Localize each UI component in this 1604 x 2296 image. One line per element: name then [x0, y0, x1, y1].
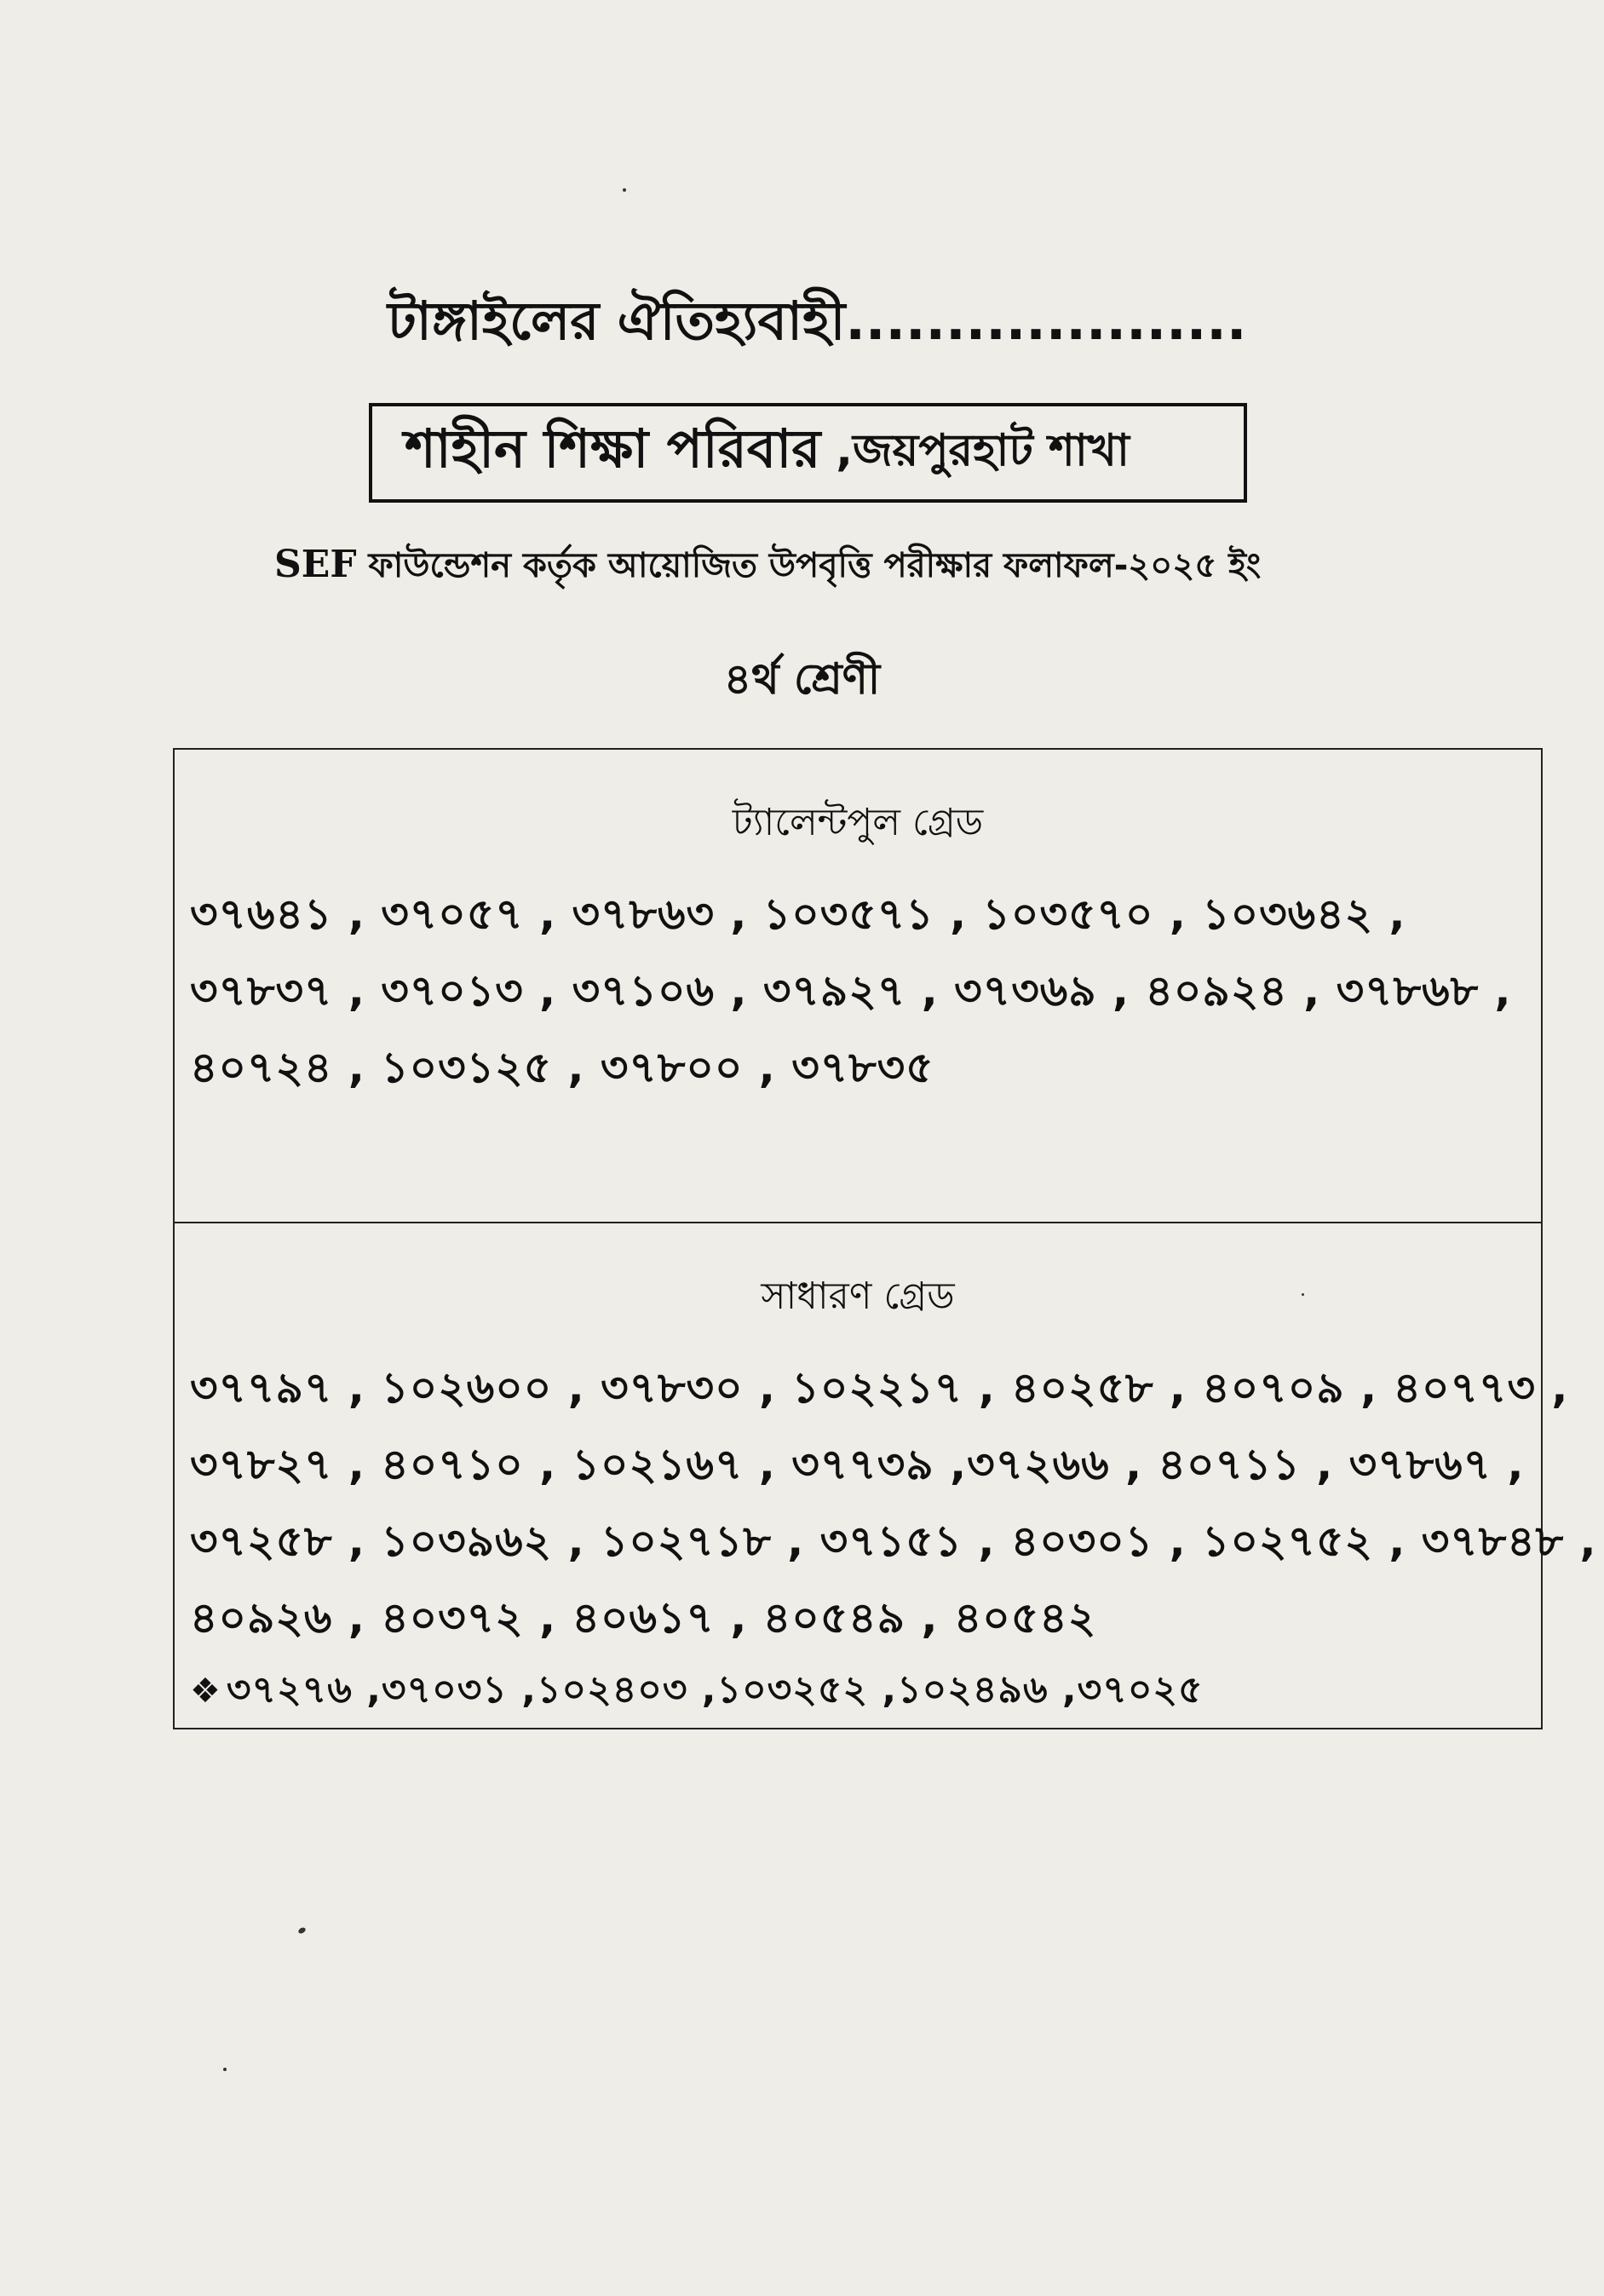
- roll-line: ৩৭২৫৮ , ১০৩৯৬২ , ১০২৭১৮ , ৩৭১৫১ , ৪০৩০১ , ১০২৭৫২ , ৩৭৮৪৮ ,: [190, 1516, 1597, 1566]
- scan-speck: [623, 188, 626, 192]
- diamond-bullet-icon: ❖: [190, 1672, 221, 1711]
- talent-pool-title: ট্যালেন্টপুল গ্রেড: [732, 801, 984, 844]
- general-grade-section: [175, 1223, 1597, 1728]
- talent-pool-section: [175, 750, 1541, 1223]
- scan-speck: [223, 2068, 227, 2071]
- talent-pool-roll-list: [190, 876, 1532, 1106]
- extra-roll-text: ৩৭২৭৬ ,৩৭০৩১ ,১০২৪০৩ ,১০৩২৫২ ,১০২৪৯৬ ,৩৭০২৫: [226, 1668, 1204, 1712]
- subtitle-sef: SEF: [274, 543, 357, 586]
- subtitle-text: ফাউন্ডেশন কর্তৃক আয়োজিত উপবৃত্তি পরীক্ষার ফলাফল-২০২৫ ইং: [368, 546, 1262, 585]
- roll-line: ৩৭৮২৭ , ৪০৭১০ , ১০২১৬৭ , ৩৭৭৩৯ ,৩৭২৬৬ , ৪০৭১১ , ৩৭৮৬৭ ,: [190, 1440, 1525, 1489]
- tagline: টাঙ্গাইলের ঐতিহ্যবাহী....................: [388, 290, 1247, 352]
- roll-line: ৩৭৭৯৭ , ১০২৬০০ , ৩৭৮৩০ , ১০২২১৭ , ৪০২৫৮ , ৪০৭০৯ , ৪০৭৭৩ ,: [190, 1363, 1569, 1413]
- roll-line: ৪০৯২৬ , ৪০৩৭২ , ৪০৬১৭ , ৪০৫৪৯ , ৪০৫৪২: [190, 1593, 1097, 1643]
- organization-branch: ,জয়পুরহাট শাখা: [836, 425, 1130, 476]
- extra-roll-line: [190, 1656, 1532, 1725]
- class-label: ৪র্থ শ্রেণী: [723, 654, 881, 704]
- roll-line: ৩৭৮৩৭ , ৩৭০১৩ , ৩৭১০৬ , ৩৭৯২৭ , ৩৭৩৬৯ , ৪০৯২৪ , ৩৭৮৬৮ ,: [190, 966, 1512, 1016]
- general-grade-roll-list: [190, 1349, 1597, 1725]
- scan-speck: [297, 1926, 307, 1935]
- general-grade-title: সাধারণ গ্রেড: [761, 1275, 955, 1318]
- roll-line: ৪০৭২৪ , ১০৩১২৫ , ৩৭৮০০ , ৩৭৮৩৫: [190, 1043, 934, 1092]
- exam-subtitle: [274, 538, 1382, 596]
- organization-box: [369, 403, 1247, 503]
- roll-line: ৩৭৬৪১ , ৩৭০৫৭ , ৩৭৮৬৩ , ১০৩৫৭১ , ১০৩৫৭০ , ১০৩৬৪২ ,: [190, 889, 1406, 939]
- results-table: [173, 748, 1597, 1729]
- organization-name: শাহীন শিক্ষা পরিবার: [405, 417, 821, 480]
